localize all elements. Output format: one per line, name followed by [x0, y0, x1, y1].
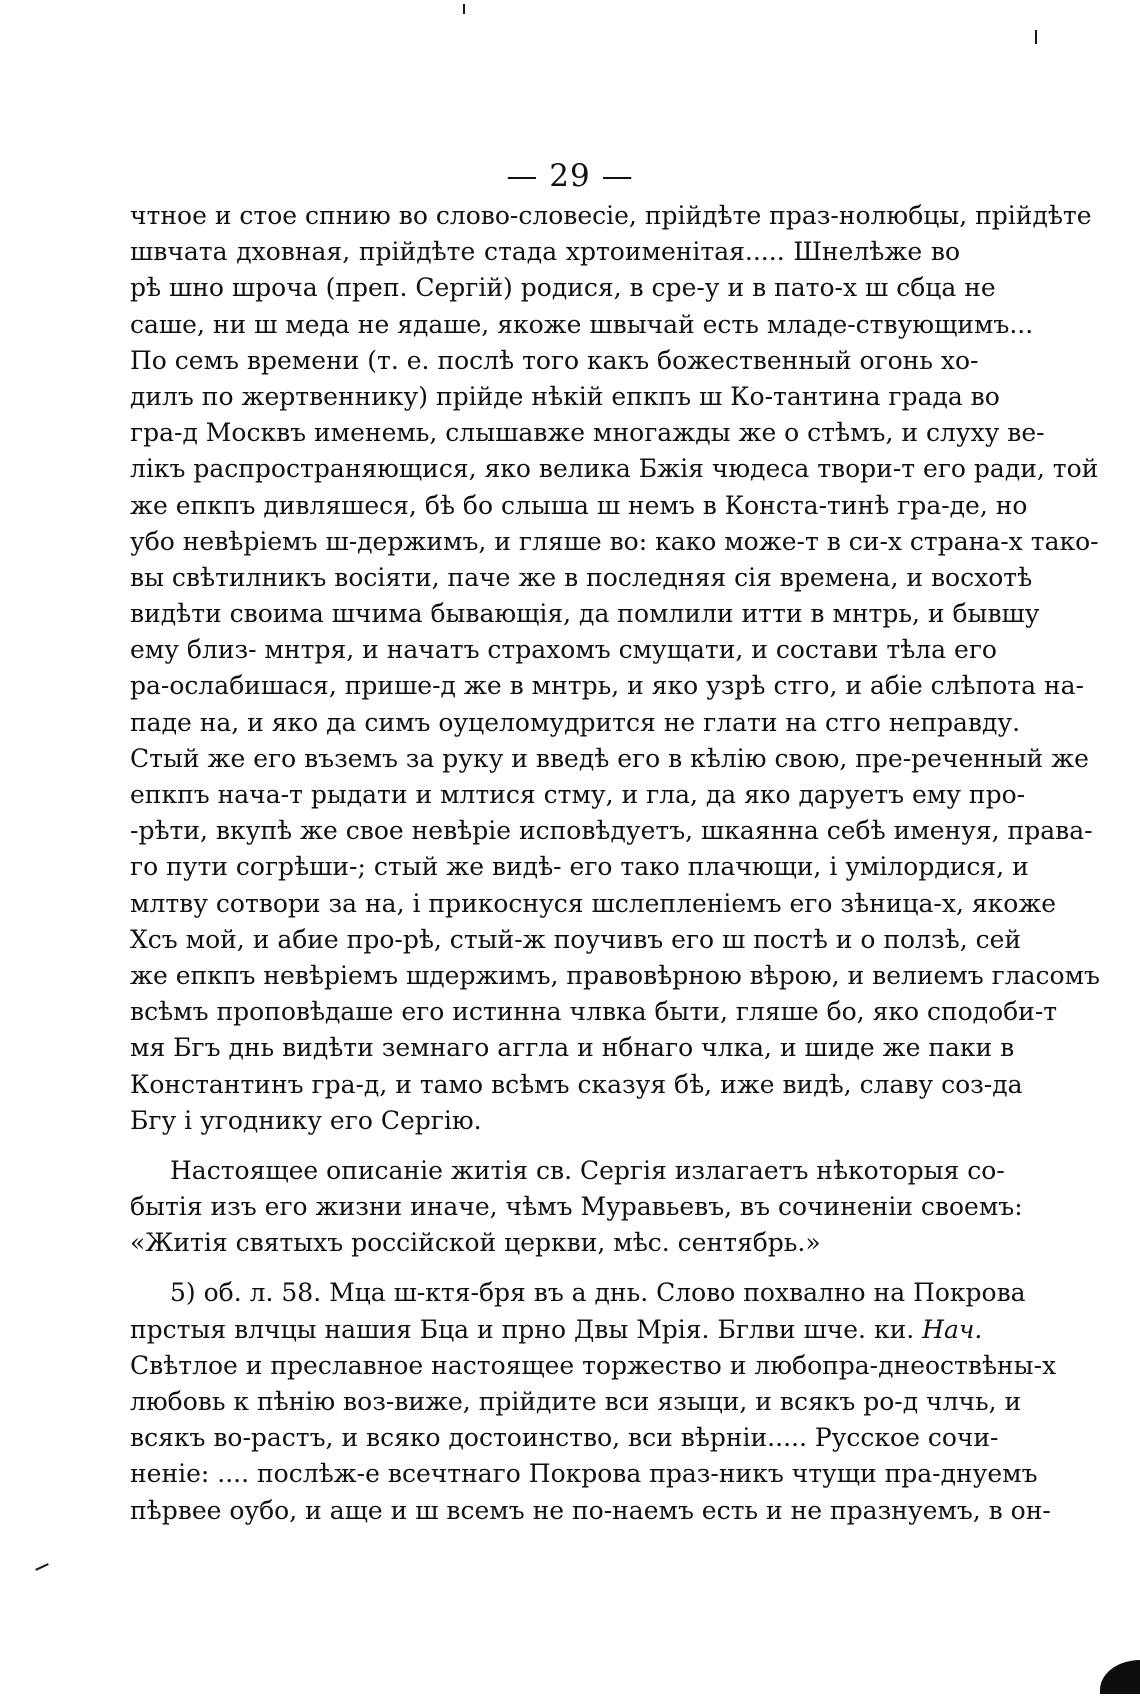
text-line: Стый же его въземъ за руку и введѣ его в кѣлію свою, пре-реченный же: [130, 743, 1089, 773]
text-line: всѣмъ проповѣдаше его истинна члвка быти, гляше бо, яко сподоби-т: [130, 997, 1058, 1027]
text-line: млтву сотвори за на, і прикоснуся шслепленіемъ его зѣница-х, якоже: [130, 888, 1057, 918]
text-line: видѣти своима шчима бывающія, да помлили итти в мнтрь, и бывшу: [130, 599, 1040, 629]
paragraph-commentary: [130, 1153, 1023, 1262]
text-line: сашe, ни ш меда не ядаше, якоже швычай есть младе-ствующимъ...: [130, 309, 1034, 339]
text-line: гра-д Москвъ именемь, слышавже многажды же о стѣмъ, и слуху ве-: [130, 418, 1045, 448]
text-line: Бгу і угоднику его Сергію.: [130, 1105, 482, 1135]
text-line: лікъ распространяющися, яко велика Бжія чюдеса твори-т его ради, той: [130, 454, 1099, 484]
text-line: пѣрвее оубо, и аще и ш всемъ не по-наемъ есть и не празнуемъ, в он-: [130, 1495, 1051, 1525]
incipit-label: Нач.: [922, 1314, 983, 1344]
text-line: чтное и стое спнию во слово-словесіе, прійдѣте праз-нолюбцы, прійдѣте: [130, 201, 1092, 230]
text-line: Констaнтинъ гра-д, и тамо всѣмъ сказуя бѣ, иже видѣ, славу соз-да: [130, 1069, 1023, 1099]
text-line: паде на, и яко да симъ оуцеломудрится не глати на стго неправду.: [130, 707, 1021, 737]
scan-mark: [35, 1563, 49, 1571]
scan-smudge: [1100, 1660, 1140, 1694]
paragraph-gap: [130, 1261, 960, 1275]
text-line: неніе: .... послѣж-е всечтнаго Покрова праз-никъ чтущи пра-днуемъ: [130, 1459, 1038, 1489]
paragraph-quote-1: [130, 198, 1100, 1139]
text-line: «Житія святыхъ россійской церкви, мѣс. сентябрь.»: [130, 1228, 821, 1258]
text-line: вы свѣтилникъ восіяти, паче же в последняя сія времена, и восхотѣ: [130, 562, 1033, 592]
text-line: же епкпъ дивляшеся, бѣ бо слыша ш немъ в Конста-тинѣ гра-де, но: [130, 490, 1028, 520]
text-line: епкпъ нача-т рыдати и млтися стму, и гла, да яко даруетъ ему про-: [130, 780, 1026, 809]
text-line: Хсъ мой, и абие про-рѣ, стый-ж поучивъ его ш постѣ и о ползѣ, сей: [130, 924, 1022, 954]
paragraph-entry-5: [130, 1275, 1057, 1528]
text-line: го пути согрѣши-; стый же видѣ- его тако плачющи, і умілордися, и: [130, 852, 1029, 882]
text-line: убо невѣріемъ ш-держимъ, и гляше во: како може-т в си-х страна-х тако-: [130, 526, 1099, 556]
text-line: швчата дховная, прійдѣте стада хртоименітая..... Шнелѣже во: [130, 237, 960, 267]
text-line: всякъ во-растъ, и всяко достоинство, вси вѣрніи..... Русское сочи-: [130, 1423, 999, 1453]
text-line: рѣ шно шроча (преп. Сергій) родися, в сре-у и в пато-х ш сбца не: [130, 273, 996, 303]
text-line: 5) об. л. 58. Мца ш-ктя-бря въ а днь. Слово похвално на Покрова: [170, 1278, 1026, 1308]
scan-mark: [463, 4, 465, 14]
text-line: любовь к пѣнію воз-вижe, прійдите вси языци, и всякъ ро-д члчь, и: [130, 1387, 1022, 1416]
text-line: бытія изъ его жизни иначе, чѣмъ Муравьевъ, въ сочиненіи своемъ:: [130, 1192, 1023, 1222]
text-line: Свѣтлое и преславное настоящее торжество и любопра-днеоствѣны-х: [130, 1350, 1057, 1380]
text-line: дилъ по жертвеннику) прійде нѣкій епкпъ ш Ко-тантина града во: [130, 381, 1000, 411]
text-line: мя Бгъ днь видѣти земнаго аггла и нбнаго члка, и шиде же паки в: [130, 1033, 1015, 1063]
paragraph-gap: [130, 1139, 960, 1153]
text-line: ему близ- мнтря, и начатъ страхомъ смущати, и состави тѣла его: [130, 635, 997, 665]
text-line: же епкпъ невѣріемъ шдержимъ, правовѣрною вѣрою, и велиемъ гласомъ: [130, 960, 1100, 990]
text-span: прстыя влчцы нашия Бца и прно Двы Мрія. Бглви шче. ки.: [130, 1314, 915, 1344]
scan-mark: [1035, 30, 1037, 44]
text-line: -рѣти, вкупѣ же свое невѣріе исповѣдуетъ, шкаянна себѣ именуя, правa-: [130, 816, 1093, 846]
text-block: [130, 198, 1100, 1529]
text-line: Настоящее описаніе житія св. Сергія излагаетъ нѣкоторыя со-: [170, 1155, 1005, 1185]
text-line: По семъ времени (т. е. послѣ того какъ божественный огонь хо-: [130, 345, 979, 375]
page-number: — 29 —: [506, 158, 634, 194]
text-line: [130, 1312, 983, 1348]
text-line: ра-ослабишася, прише-д же в мнтрь, и яко узрѣ стго, и абіе слѣпота на-: [130, 671, 1085, 701]
